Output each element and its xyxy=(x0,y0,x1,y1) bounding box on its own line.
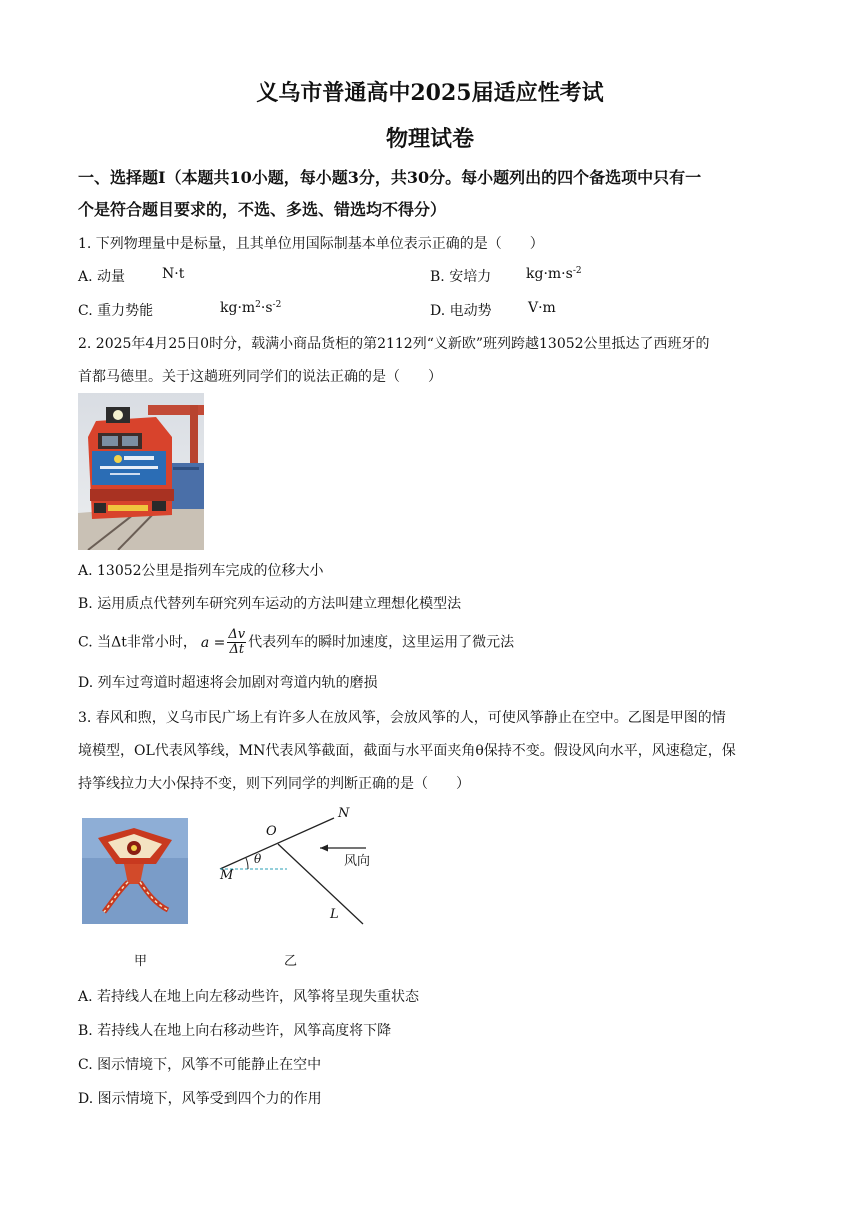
angle-arc xyxy=(246,858,248,869)
q1-option-a-label: A. 动量 xyxy=(78,269,126,285)
q3-stem-line1: 3. 春风和煦，义乌市民广场上有许多人在放风筝，会放风筝的人，可使风筝静止在空中。乙图是甲图的情 xyxy=(78,710,726,726)
q1-option-b-unit xyxy=(526,266,582,282)
q2-fraction-numerator: Δv xyxy=(228,627,246,642)
figure-b-caption: 乙 xyxy=(284,954,298,969)
kite-photo xyxy=(82,818,188,924)
label-wind-direction: 风向 xyxy=(344,854,371,869)
q1-stem: 1. 下列物理量中是标量，且其单位用国际制基本单位表示正确的是（ ） xyxy=(78,236,544,252)
wind-arrow-head xyxy=(320,845,328,852)
q2-option-c xyxy=(78,628,514,657)
q1-option-b-unit-base: kg·m·s xyxy=(526,266,573,282)
q1-option-b-label: B. 安培力 xyxy=(430,269,492,285)
q3-option-c: C. 图示情境下，风筝不可能静止在空中 xyxy=(78,1057,322,1073)
q1-option-c-unit-exp1: 2 xyxy=(255,300,261,310)
q2-option-c-equation: a = xyxy=(200,634,226,651)
q2-option-a: A. 13052公里是指列车完成的位移大小 xyxy=(78,563,324,579)
q1-option-c-unit-exp2: -2 xyxy=(272,300,282,310)
q1-option-c-unit-base2: ·s xyxy=(260,300,273,316)
label-n: N xyxy=(338,806,350,821)
q3-option-d: D. 图示情境下，风筝受到四个力的作用 xyxy=(78,1091,322,1107)
q1-option-c-label: C. 重力势能 xyxy=(78,303,154,319)
label-theta: θ xyxy=(254,852,262,866)
page-subtitle: 物理试卷 xyxy=(385,126,474,152)
q1-option-d xyxy=(430,300,556,320)
q1-option-d-unit: V·m xyxy=(528,300,556,316)
section-heading-line1: 一、选择题Ⅰ（本题共10小题，每小题3分，共30分。每小题列出的四个备选项中只有一 xyxy=(78,168,702,187)
label-l: L xyxy=(330,907,339,922)
figure-a-caption: 甲 xyxy=(134,954,148,969)
q2-stem-line2: 首都马德里。关于这趟班列同学们的说法正确的是（ ） xyxy=(78,369,442,385)
q2-option-b: B. 运用质点代替列车研究列车运动的方法叫建立理想化模型法 xyxy=(78,596,462,612)
q1-option-c-unit-base1: kg·m xyxy=(220,300,256,316)
section-heading-line2: 个是符合题目要求的，不选、多选、错选均不得分） xyxy=(78,200,447,219)
q2-option-c-prefix: C. 当Δt非常小时， xyxy=(78,634,197,651)
q3-option-b: B. 若持线人在地上向右移动些许，风筝高度将下降 xyxy=(78,1023,392,1039)
q2-stem-line1: 2. 2025年4月25日0时分，载满小商品货柜的第2112列“义新欧”班列跨越13052公里抵达了西班牙的 xyxy=(78,336,710,352)
q3-stem-line2: 境模型，OL代表风筝线，MN代表风筝截面，截面与水平面夹角θ保持不变。假设风向水平，风速稳定，保 xyxy=(78,743,736,759)
q1-option-c-unit xyxy=(220,300,281,316)
q2-option-c-fraction xyxy=(227,628,246,657)
q2-option-c-suffix: 代表列车的瞬时加速度，这里运用了微元法 xyxy=(248,634,515,651)
kite-section-line-mn xyxy=(220,818,334,869)
page-title: 义乌市普通高中2025届适应性考试 xyxy=(256,80,604,106)
q2-option-d: D. 列车过弯道时超速将会加剧对弯道内轨的磨损 xyxy=(78,675,378,691)
label-o: O xyxy=(266,824,277,839)
q2-fraction-denominator: Δt xyxy=(229,642,245,657)
q1-option-d-label: D. 电动势 xyxy=(430,303,492,319)
label-m: M xyxy=(220,868,234,883)
q3-stem-line3: 持筝线拉力大小保持不变，则下列同学的判断正确的是（ ） xyxy=(78,776,470,792)
q1-option-b-unit-exp: -2 xyxy=(572,266,582,276)
q1-option-a xyxy=(78,266,185,286)
q3-option-a: A. 若持线人在地上向左移动些许，风筝将呈现失重状态 xyxy=(78,989,420,1005)
train-photo xyxy=(78,393,204,550)
q1-option-a-unit: N·t xyxy=(162,266,185,282)
